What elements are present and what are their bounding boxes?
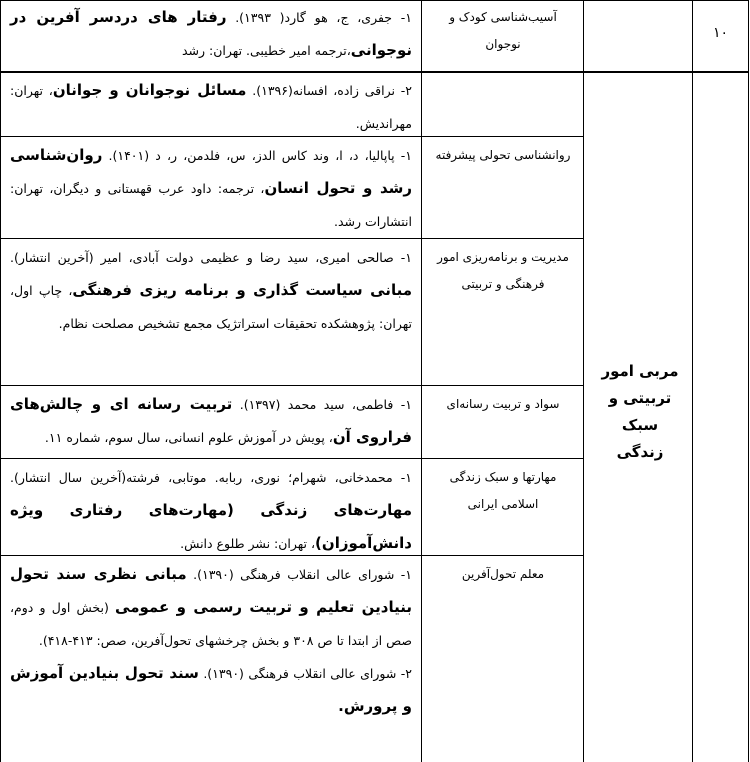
reference-cell — [4, 461, 418, 553]
row-number: ۱۰ — [712, 25, 729, 41]
reference-cell — [4, 388, 418, 456]
reference-suffix: ، چاپ اول، تهران: پژوهشکده تحقیقات استراتژیک مجمع تشخیص مصلحت نظام. — [10, 283, 412, 331]
reference-suffix: ، پویش در آموزش علوم انسانی، سال سوم، شماره ۱۱. — [44, 430, 333, 445]
reference-cell — [4, 558, 418, 761]
topic-cell: مهارتها و سبک زندگی اسلامی ایرانی — [449, 470, 557, 511]
reference-entry — [10, 657, 412, 723]
reference-prefix: ۱- پاپالیا، د، ا، وند کاس الدز، س، فلدمن، ر، د (۱۴۰۱). — [102, 148, 413, 163]
reference-cell — [4, 1, 418, 69]
table-divider-topic-category — [583, 0, 584, 762]
reference-suffix: ، ترجمه: داود عرب قهستانی و دیگران، تهران: انتشارات رشد. — [10, 181, 412, 229]
reference-entry — [10, 74, 412, 140]
topic-cell: سواد و تربیت رسانه‌ای — [446, 397, 560, 411]
reference-entry — [10, 388, 412, 454]
reference-title: مسائل نوجوانان و جوانان — [52, 81, 247, 99]
topic-cell: معلم تحول‌آفرین — [461, 567, 545, 581]
reference-prefix: ۱- صالحی امیری، سید رضا و عظیمی دولت آبادی، امیر (آخرین انتشار). — [10, 250, 412, 265]
row-rule-1 — [0, 71, 749, 73]
table-border-right — [748, 0, 749, 762]
table-divider-ref-topic — [421, 0, 422, 762]
topic-cell: مدیریت و برنامه‌ریزی امور فرهنگی و تربیتی — [437, 250, 569, 291]
table-border-left — [0, 0, 1, 762]
reference-prefix: ۱- شورای عالی انقلاب فرهنگی (۱۳۹۰). — [186, 567, 412, 582]
reference-entry — [10, 139, 412, 238]
reference-entry — [10, 461, 412, 560]
reference-suffix: (بخش اول و دوم، صص از ابتدا تا ص ۳۰۸ و بخش چرخشهای تحول‌آفرین، صص: ۴۱۳-۴۱۸). — [10, 600, 412, 648]
reference-prefix: ۲- نراقی زاده، افسانه(۱۳۹۶). — [246, 83, 412, 98]
reference-cell — [4, 241, 418, 383]
reference-title: مبانی سیاست گذاری و برنامه ریزی فرهنگی — [72, 281, 412, 299]
category-title: مربی امور تربیتی و سبک زندگی — [601, 362, 679, 461]
reference-entry — [10, 241, 412, 340]
reference-title: سند تحول بنیادین آموزش و پرورش. — [10, 664, 412, 715]
reference-title: تربیت رسانه ای و چالش‌های فراروی آن — [10, 395, 412, 446]
reference-prefix: ۱- جفری، ج، هو گارد( ۱۳۹۳). — [226, 10, 412, 25]
reference-title: مهارت‌های زندگی (مهارت‌های رفتاری ویژه دانش‌آموزان) — [10, 501, 412, 552]
reference-cell — [4, 139, 418, 236]
reference-cell — [4, 74, 418, 134]
row-rule-5 — [0, 458, 584, 459]
reference-entry — [10, 558, 412, 657]
reference-suffix: ،ترجمه امیر خطیبی. تهران: رشد — [182, 43, 351, 58]
reference-title: روان‌شناسی رشد و تحول انسان — [10, 146, 412, 197]
reference-prefix: ۱- فاطمی، سید محمد (۱۳۹۷). — [232, 397, 412, 412]
reference-suffix: ، تهران: مهراندیش. — [10, 83, 412, 131]
reference-suffix: ، تهران: نشر طلوع دانش. — [180, 536, 316, 551]
topic-cell: روانشناسی تحولی پیشرفته — [435, 148, 571, 162]
table-divider-category-number — [692, 0, 693, 762]
row-rule-3 — [0, 238, 584, 239]
reference-prefix: ۱- محمدخانی، شهرام؛ نوری، ربابه. موتابی، فرشته(آخرین سال انتشار). — [10, 470, 412, 485]
reference-prefix: ۲- شورای عالی انقلاب فرهنگی (۱۳۹۰). — [198, 666, 412, 681]
topic-cell: آسیب‌شناسی کودک و نوجوان — [449, 10, 557, 51]
reference-title: رفتار های دردسر آفرین در نوجوانی — [10, 8, 412, 59]
reference-title: مبانی نظری سند تحول بنیادین تعلیم و تربیت رسمی و عمومی — [10, 565, 412, 616]
row-rule-4 — [0, 385, 584, 386]
reference-entry — [10, 1, 412, 67]
